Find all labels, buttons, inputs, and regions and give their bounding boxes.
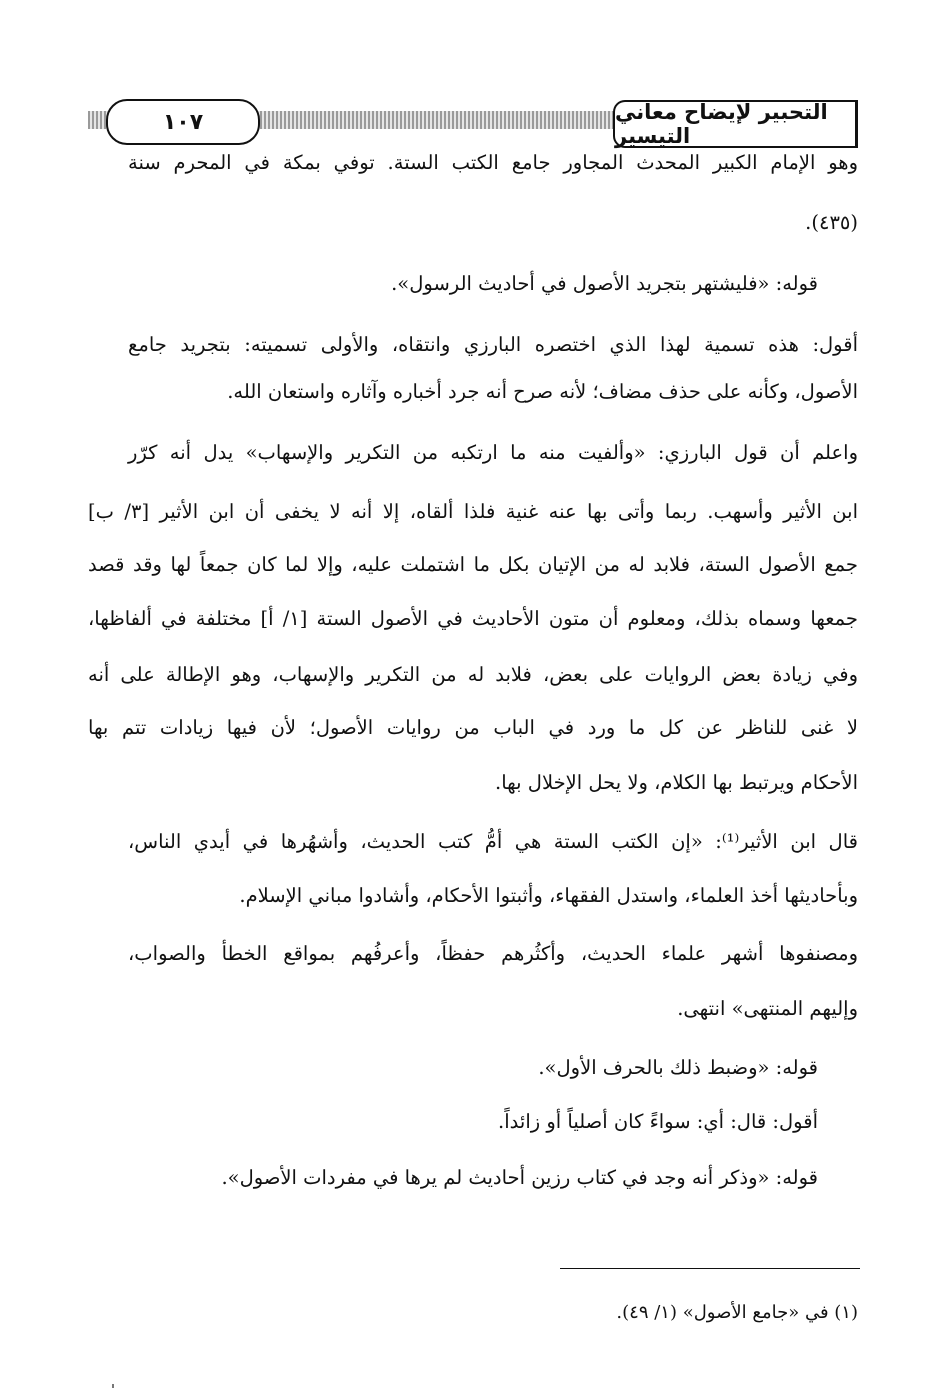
text-line: (٤٣٥). xyxy=(805,211,858,234)
text-line: الأحكام ويرتبط بها الكلام، ولا يحل الإخلال بها. xyxy=(495,771,858,794)
book-title-box xyxy=(613,100,858,148)
footnote: (١) في «جامع الأصول» (١/ ٤٩). xyxy=(616,1302,858,1323)
footnote-separator xyxy=(560,1268,860,1269)
text-line: أقول: هذه تسمية لهذا الذي اختصره البارزي وانتقاه، والأولى تسميته: بتجريد جامع xyxy=(128,333,858,356)
text-line: الأصول، وكأنه على حذف مضاف؛ لأنه صرح أنه جرد أخباره وآثاره واستعان الله. xyxy=(227,380,858,403)
book-title: التحبير لإيضاح معاني التيسير xyxy=(615,100,828,148)
text-line: قوله: «وذكر أنه وجد في كتاب رزين أحاديث لم يرها في مفردات الأصول». xyxy=(221,1166,818,1189)
running-header xyxy=(88,96,858,154)
text-line: ابن الأثير وأسهب. ربما وأتى بها عنه غنية فلذا ألقاه، إلا أنه لا يخفى أن ابن الأثير [٣/ ب] xyxy=(88,500,858,523)
text-line: جمع الأصول الستة، فلابد له من الإتيان بكل ما اشتملت عليه، وإلا لما كان جمعاً لها وقد قصد xyxy=(88,553,858,576)
page-number: ١٠٧ xyxy=(162,109,204,135)
scan-speck xyxy=(112,1384,114,1388)
text-line: قال ابن الأثير⁽¹⁾: «إن الكتب الستة هي أمُّ كتب الحديث، وأشهُرها في أيدي الناس، xyxy=(128,830,858,853)
text-line: وإليهم المنتهى» انتهى. xyxy=(677,997,858,1020)
text-line: ومصنفوها أشهر علماء الحديث، وأكثُرهم حفظاً، وأعرفُهم بمواقع الخطأ والصواب، xyxy=(128,942,858,965)
text-line: قوله: «وضبط ذلك بالحرف الأول». xyxy=(538,1056,818,1079)
text-line: لا غنى للناظر عن كل ما ورد في الباب من روايات الأصول؛ لأن فيها زيادات تتم بها xyxy=(88,716,858,739)
text-line: وفي زيادة بعض الروايات على بعض، فلابد له من التكرير والإسهاب، وهو الإطالة على أنه xyxy=(88,663,858,686)
text-line: جمعها وسماه بذلك، ومعلوم أن متون الأحاديث في الأصول الستة [١/ أ] مختلفة في ألفاظها، xyxy=(88,607,858,630)
text-line: وبأحاديثها أخذ العلماء، واستدل الفقهاء، وأثبتوا الأحكام، وأشادوا مباني الإسلام. xyxy=(239,884,858,907)
text-line: واعلم أن قول البارزي: «وألفيت منه ما ارتكبه من التكرير والإسهاب» يدل أنه كرّر xyxy=(128,441,858,464)
page-number-oval xyxy=(106,99,260,145)
text-line: قوله: «فليشتهر بتجريد الأصول في أحاديث الرسول». xyxy=(391,272,818,295)
text-line: وهو الإمام الكبير المحدث المجاور جامع الكتب الستة. توفي بمكة في المحرم سنة xyxy=(128,151,858,174)
text-line: أقول: قال: أي: سواءً كان أصلياً أو زائداً. xyxy=(498,1110,818,1133)
